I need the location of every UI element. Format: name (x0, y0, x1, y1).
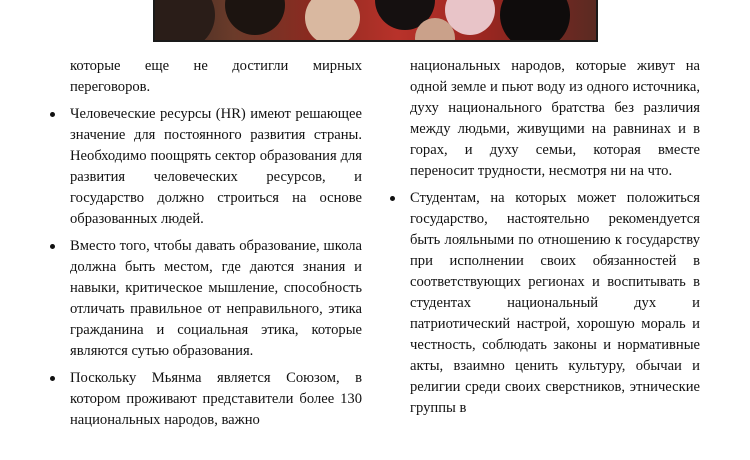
left-column (48, 56, 362, 431)
list-item: Человеческие ресурсы (HR) имеют решающее значение для постоянного развития страны. Необходимо поощрять сектор образования для развития человеческих ресурсов, и государство должно строиться на основе образованных людей. (48, 104, 362, 230)
right-continuation-text: национальных народов, которые живут на одной земле и пьют воду из одного источника, духу национального братства без различия между людьми, живущими на равнинах и в горах, и духу семьи, которая вместе переносит трудности, несмотря ни на что. (410, 58, 700, 179)
right-column (388, 56, 700, 419)
right-bullet-list (388, 188, 700, 419)
list-item: Вместо того, чтобы давать образование, школа должна быть местом, где даются знания и навыки, критическое мышление, способность отличать правильное от неправильного, этика гражданина и социальная этика, которые являются сутью образования. (48, 236, 362, 362)
left-continuation-text: которые еще не достигли мирных переговоров. (70, 58, 362, 95)
left-bullet-list (48, 104, 362, 431)
group-photo (153, 0, 598, 42)
list-item: Поскольку Мьянма является Союзом, в котором проживают представители более 130 национальных народов, важно (48, 368, 362, 431)
list-item: Студентам, на которых может положиться государство, настоятельно рекомендуется быть лояльными по отношению к государству при исполнении своих обязанностей в соответствующих регионах и воспитывать в студентах национальный дух и патриотический настрой, хорошую мораль и честность, соблюдать законы и нормативные акты, взаимно ценить культуру, обычаи и религии среди своих сверстников, этнические группы в (388, 188, 700, 419)
